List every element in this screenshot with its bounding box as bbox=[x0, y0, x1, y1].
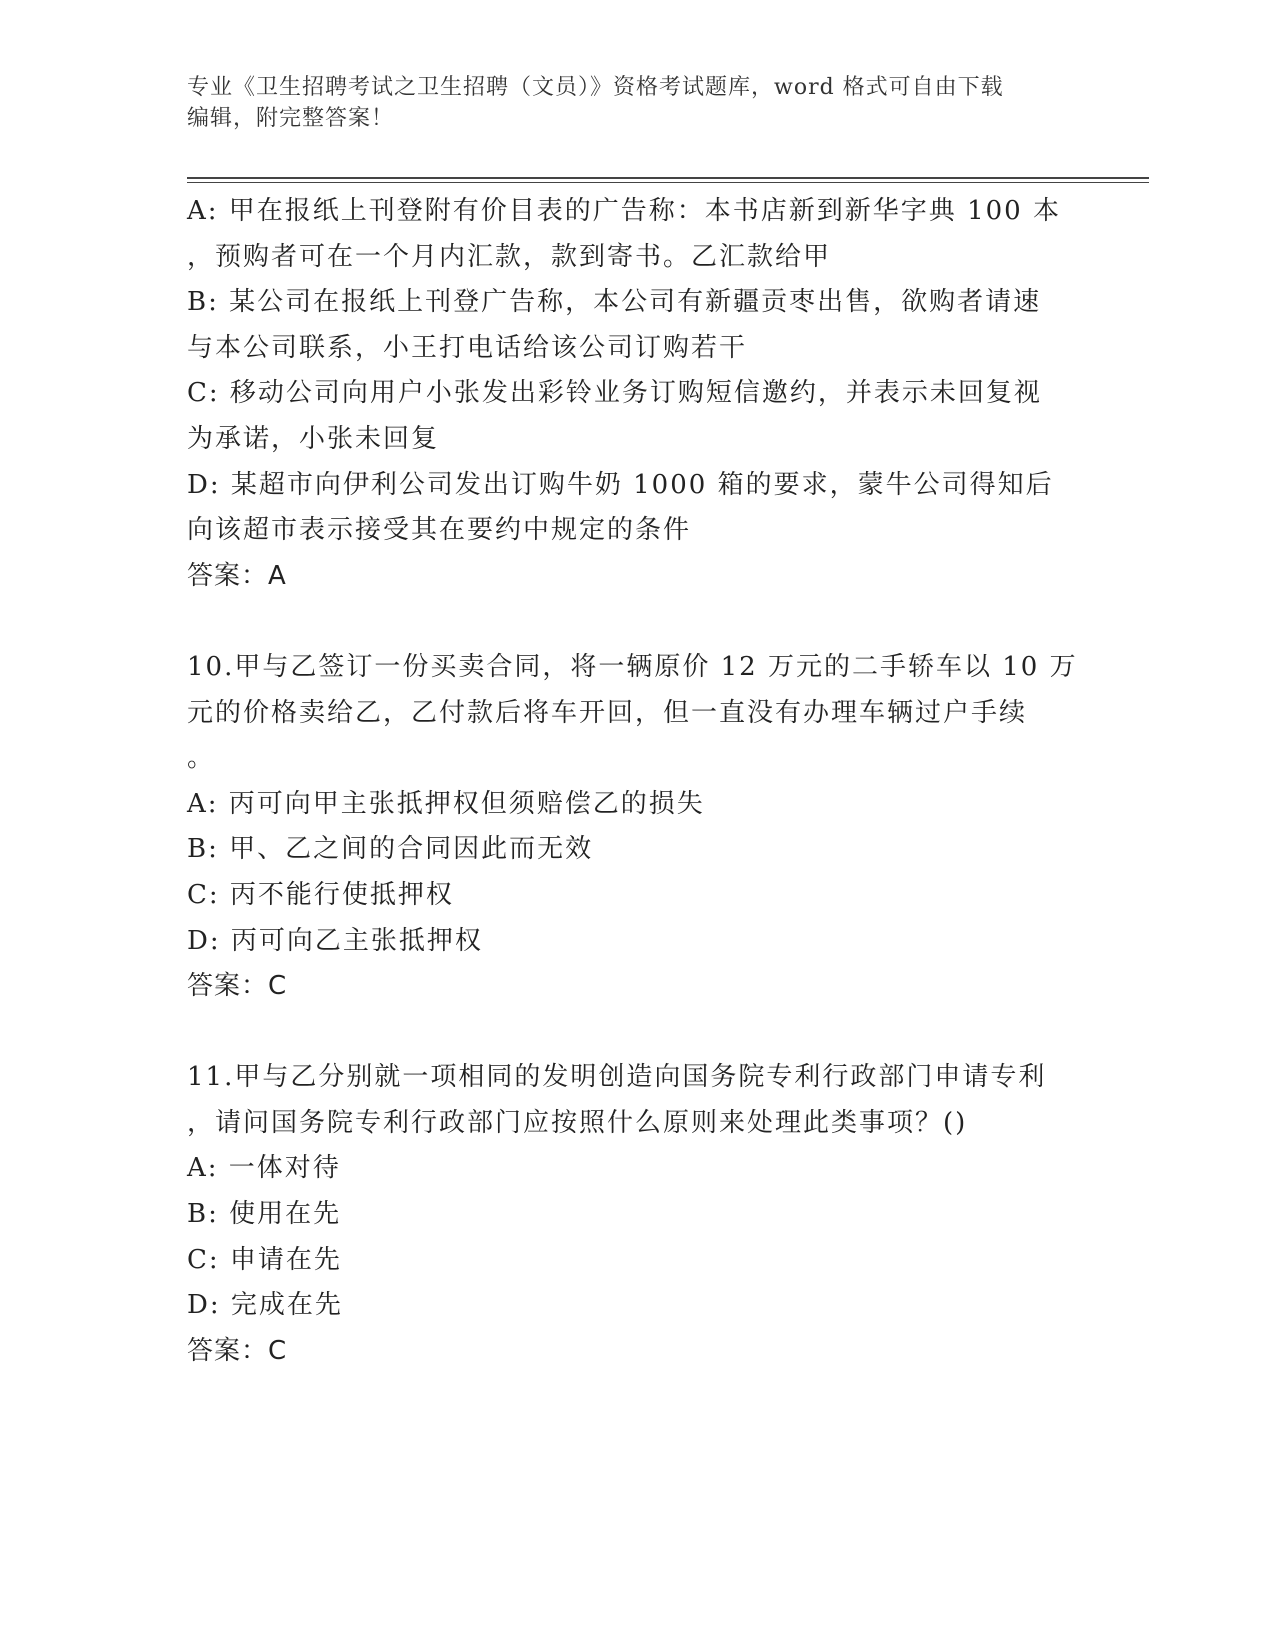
spacer bbox=[187, 1010, 1087, 1056]
spacer bbox=[187, 599, 1087, 645]
q10-answer: 答案：C bbox=[187, 971, 288, 1002]
question-10-block bbox=[187, 645, 1087, 1010]
document-body bbox=[187, 189, 1087, 1374]
header-text-line-2: 编辑，附完整答案！ bbox=[187, 106, 395, 131]
header-rule-thin bbox=[187, 182, 1149, 183]
q11-stem-line-2: ，请问国务院专利行政部门应按照什么原则来处理此类事项？() bbox=[187, 1107, 968, 1138]
q11-option-a: A: 一体对待 bbox=[187, 1153, 341, 1184]
q10-stem-line-1: 10.甲与乙签订一份买卖合同，将一辆原价 12 万元的二手轿车以 10 万 bbox=[187, 651, 1078, 682]
q9-option-c-line-2: 为承诺，小张未回复 bbox=[187, 423, 440, 454]
q9-answer: 答案：A bbox=[187, 560, 287, 591]
q10-option-b: B: 甲、乙之间的合同因此而无效 bbox=[187, 834, 594, 865]
q9-option-a-line-1: A: 甲在报纸上刊登附有价目表的广告称：本书店新到新华字典 100 本 bbox=[187, 196, 1061, 226]
q9-option-b-line-1: B: 某公司在报纸上刊登广告称，本公司有新疆贡枣出售，欲购者请速 bbox=[187, 287, 1042, 318]
q10-stem-line-2: 元的价格卖给乙，乙付款后将车开回，但一直没有办理车辆过户手续 bbox=[187, 697, 1028, 728]
q11-option-d: D: 完成在先 bbox=[187, 1290, 343, 1321]
q9-option-a-line-2: ，预购者可在一个月内汇款，款到寄书。乙汇款给甲 bbox=[187, 241, 832, 272]
q11-answer: 答案：C bbox=[187, 1335, 288, 1366]
q9-option-b-line-2: 与本公司联系，小王打电话给该公司订购若干 bbox=[187, 332, 748, 363]
q10-stem-line-3: 。 bbox=[187, 743, 216, 774]
q9-option-d-line-2: 向该超市表示接受其在要约中规定的条件 bbox=[187, 515, 692, 546]
q10-option-c: C: 丙不能行使抵押权 bbox=[187, 879, 454, 910]
question-9-block bbox=[187, 189, 1087, 599]
q11-option-b: B: 使用在先 bbox=[187, 1199, 342, 1230]
document-header bbox=[187, 72, 1067, 134]
q11-option-c: C: 申请在先 bbox=[187, 1244, 342, 1275]
question-11-block bbox=[187, 1055, 1087, 1374]
q9-option-c-line-1: C: 移动公司向用户小张发出彩铃业务订购短信邀约，并表示未回复视 bbox=[187, 378, 1042, 409]
q9-option-d-line-1: D: 某超市向伊利公司发出订购牛奶 1000 箱的要求，蒙牛公司得知后 bbox=[187, 469, 1054, 500]
q10-option-a: A: 丙可向甲主张抵押权但须赔偿乙的损失 bbox=[187, 788, 705, 819]
header-text-line-1: 专业《卫生招聘考试之卫生招聘（文员）》资格考试题库，word 格式可自由下载 bbox=[187, 75, 1004, 100]
q10-option-d: D: 丙可向乙主张抵押权 bbox=[187, 925, 483, 956]
header-rule-thick bbox=[187, 177, 1149, 179]
q11-stem-line-1: 11.甲与乙分别就一项相同的发明创造向国务院专利行政部门申请专利 bbox=[187, 1062, 1047, 1093]
